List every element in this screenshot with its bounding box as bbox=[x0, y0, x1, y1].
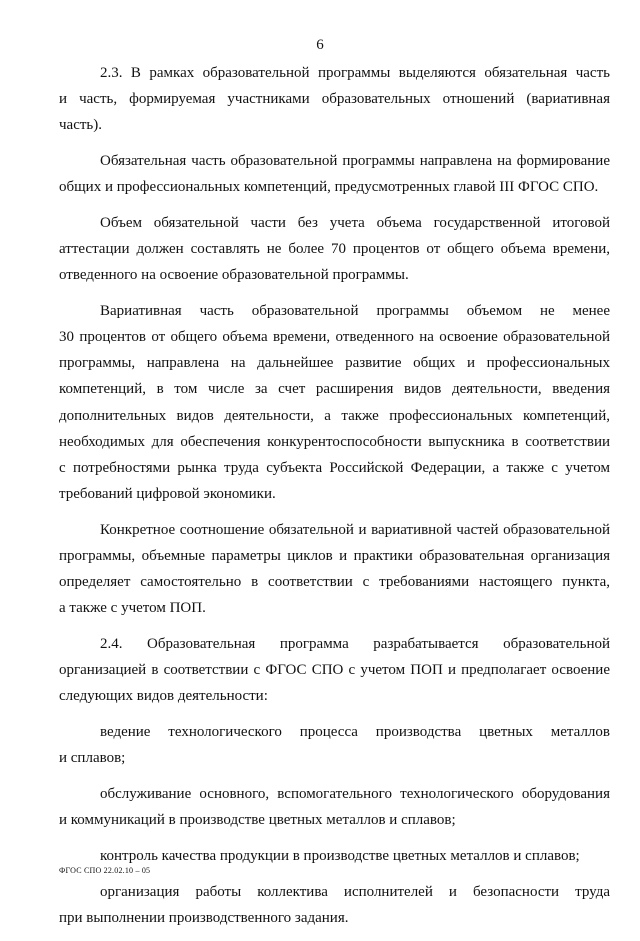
text-line: контроль качества продукции в производстве цветных металлов и сплавов; bbox=[100, 847, 580, 864]
text-line: определяет самостоятельно в соответствии с требованиями настоящего пункта, bbox=[59, 573, 610, 590]
paragraph bbox=[59, 781, 610, 833]
text-line: необходимых для обеспечения конкурентоспособности выпускника в соответствии bbox=[59, 433, 610, 450]
text-line: компетенций, в том числе за счет расширения видов деятельности, введения bbox=[59, 381, 610, 398]
text-line: Объем обязательной части без учета объема государственной итоговой bbox=[100, 215, 610, 232]
text-line: Обязательная часть образовательной программы направлена на формирование bbox=[100, 153, 610, 170]
page-number: 6 bbox=[316, 37, 324, 53]
text-line: часть). bbox=[59, 117, 103, 134]
text-line: общих и профессиональных компетенций, предусмотренных главой III ФГОС СПО. bbox=[59, 179, 599, 196]
text-line: 2.4. Образовательная программа разрабатывается образовательной bbox=[100, 635, 610, 652]
text-line: организацией в соответствии с ФГОС СПО с учетом ПОП и предполагает освоение bbox=[59, 661, 610, 678]
text-line: Вариативная часть образовательной программы объемом не менее bbox=[100, 303, 610, 320]
paragraph bbox=[59, 719, 610, 771]
paragraph bbox=[59, 631, 610, 709]
text-line: следующих видов деятельности: bbox=[59, 688, 268, 705]
body-text bbox=[59, 60, 610, 941]
text-line: 2.3. В рамках образовательной программы выделяются обязательная часть bbox=[100, 65, 610, 81]
text-line: обслуживание основного, вспомогательного технологического оборудования bbox=[100, 785, 610, 802]
paragraph bbox=[59, 60, 610, 138]
text-line: программы, объемные параметры циклов и практики образовательная организация bbox=[59, 547, 610, 564]
text-line: и сплавов; bbox=[59, 750, 126, 767]
text-line: Конкретное соотношение обязательной и вариативной частей образовательной bbox=[100, 521, 610, 538]
text-line: ведение технологического процесса производства цветных металлов bbox=[100, 723, 610, 740]
text-line: аттестации должен составлять не более 70 процентов от общего объема времени, bbox=[59, 241, 610, 258]
text-line: программы, направлена на дальнейшее развитие общих и профессиональных bbox=[59, 355, 610, 372]
text-line: дополнительных видов деятельности, а также профессиональных компетенций, bbox=[59, 407, 610, 424]
text-line: с потребностями рынка труда субъекта Российской Федерации, а также с учетом bbox=[59, 459, 610, 476]
text-line: а также с учетом ПОП. bbox=[59, 599, 206, 616]
paragraph bbox=[59, 148, 610, 200]
paragraph bbox=[59, 210, 610, 288]
paragraph bbox=[59, 517, 610, 621]
text-line: требований цифровой экономики. bbox=[59, 485, 276, 502]
text-line: и часть, формируемая участниками образовательных отношений (вариативная bbox=[59, 91, 610, 108]
paragraph bbox=[59, 298, 610, 507]
text-line: организация работы коллектива исполнителей и безопасности труда bbox=[100, 883, 610, 900]
text-line: 30 процентов от общего объема времени, отведенного на освоение образовательной bbox=[59, 329, 610, 346]
footer-code: ФГОС СПО 22.02.10 – 05 bbox=[59, 866, 151, 875]
text-line: отведенного на освоение образовательной программы. bbox=[59, 267, 409, 284]
text-line: и коммуникаций в производстве цветных металлов и сплавов; bbox=[59, 812, 456, 829]
text-line: при выполнении производственного задания. bbox=[59, 909, 349, 926]
